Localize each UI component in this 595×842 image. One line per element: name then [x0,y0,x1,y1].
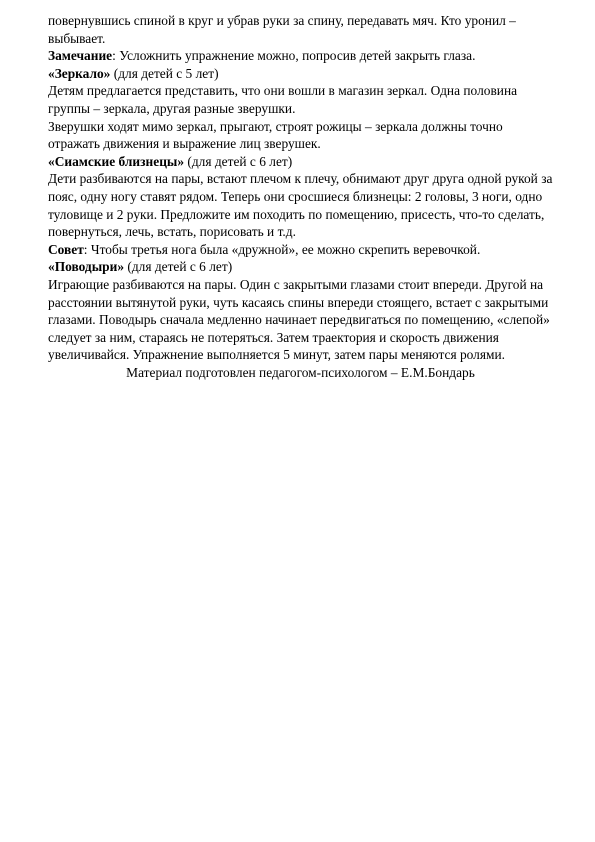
document-body [48,12,553,381]
paragraph-mirror-1: Детям предлагается представить, что они вошли в магазин зеркал. Одна половина группы – зеркала, другая разные зверушки. [48,83,518,116]
author-footer: Материал подготовлен педагогом-психологом – Е.М.Бондарь [126,364,475,380]
game-age-siamese-twins: (для детей с 6 лет) [184,153,293,169]
game-title-mirror: «Зеркало» [48,65,111,81]
game-heading-siamese-twins [48,153,553,171]
tip-label: Совет [48,241,84,257]
game-heading-guides [48,258,553,276]
note-text: : Усложнить упражнение можно, попросив детей закрыть глаза. [112,48,476,64]
paragraph-guides: Играющие разбиваются на пары. Один с закрытыми глазами стоит впереди. Другой на расстоянии вытянутой руки, чуть касаясь спины впереди стоящего, встает с закрытыми глазами. Поводырь сначала медленно начинает передвигаться по помещению, «слепой» следует за ним, стараясь не потеряться. Затем траектория и скорость движения увеличивайся. Упражнение выполняется 5 минут, затем пары меняются ролями. [48,276,550,363]
note-paragraph [48,47,553,65]
tip-text: : Чтобы третья нога была «дружной», ее можно скрепить веревочкой. [83,241,481,257]
tip-paragraph [48,241,553,259]
paragraph-mirror-2: Зверушки ходят мимо зеркал, прыгают, строят рожицы – зеркала должны точно отражать движения и выражение лиц зверушек. [48,118,503,152]
game-title-siamese-twins: «Сиамские близнецы» [48,153,185,169]
game-age-guides: (для детей с 6 лет) [124,259,233,275]
paragraph-intro-continuation: повернувшись спиной в круг и убрав руки за спину, передавать мяч. Кто уронил – выбывает. [48,13,516,46]
game-age-mirror: (для детей с 5 лет) [110,65,219,81]
game-heading-mirror [48,65,553,83]
paragraph-siamese-twins: Дети разбиваются на пары, встают плечом к плечу, обнимают друг друга одной рукой за пояс, одну ногу ставят рядом. Теперь они сросшиеся близнецы: 2 головы, 3 ноги, одно туловище и 2 руки. Предложите им походить по помещению, присесть, что-то сделать, повернуться, лечь, встать, порисовать и т.д. [48,171,553,240]
note-label: Замечание [48,48,113,64]
game-title-guides: «Поводыри» [48,259,125,275]
